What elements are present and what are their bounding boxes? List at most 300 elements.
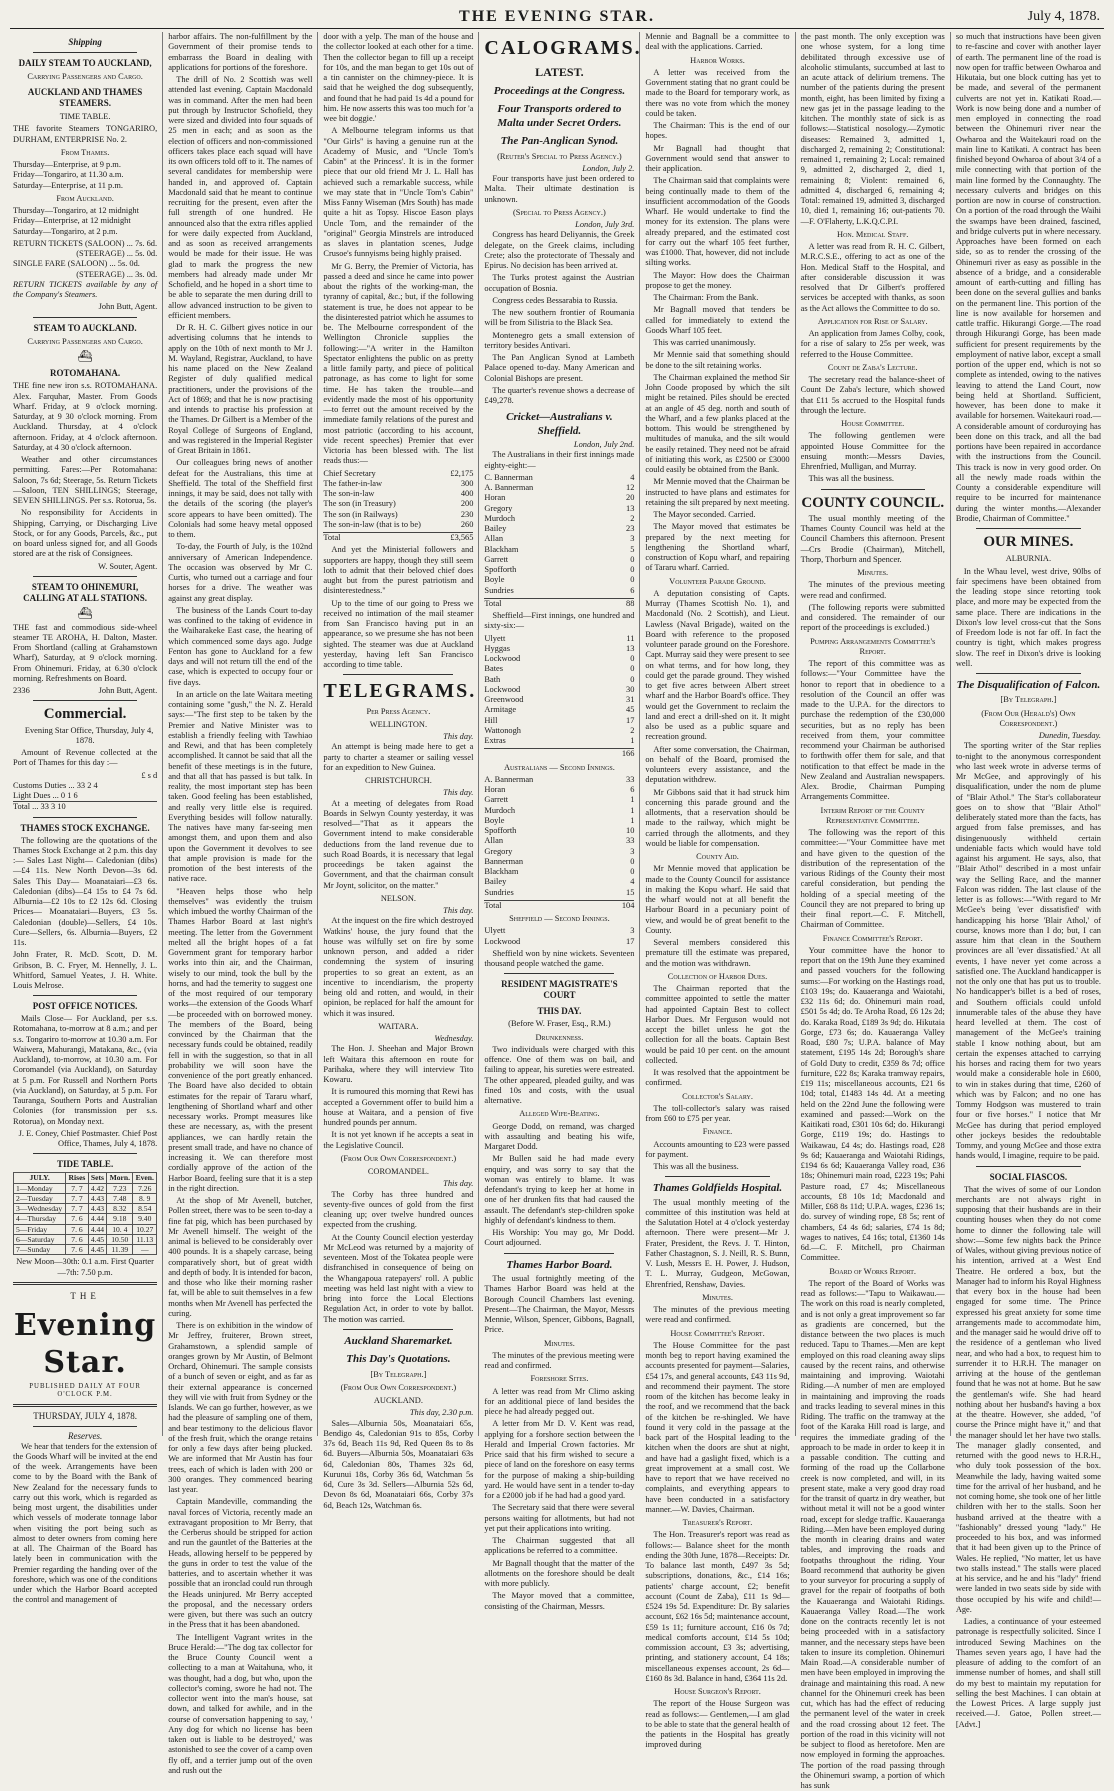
reuter-note: (Reuter's Special to Press Agency.) bbox=[497, 151, 622, 161]
wife-beating-heading: Alleged Wife-Beating. bbox=[519, 1109, 600, 1119]
list-row bbox=[484, 634, 634, 644]
tide-cell: 10.27 bbox=[133, 1224, 157, 1234]
hospital-text: The usual monthly meeting of the committee of this institution was held at the Salutation Hotel at 4 o'clock yesterday afternoon. There were present—Mr J. Frater, President, the Revs. J. T. Hinton, Father Chastagnon, S. J. Neill, R. S. Bunn, V. Lush, Messrs E. H. Power, J. Hudson, T. L. Murray, Gudgeon, McGowan, Ehrenfried, Renshaw, Davies. bbox=[645, 1197, 790, 1289]
cricket-heading: Cricket—Australians v. Sheffield. bbox=[506, 411, 613, 437]
fares-single-steerage: (STEERAGE) ... 3s. 0d. bbox=[76, 269, 158, 279]
column-6 bbox=[796, 32, 951, 1791]
list-row bbox=[323, 489, 473, 499]
post-office-signature: J. E. Coney, Chief Postmaster. Chief Post Office, Thames, July 4, 1878. bbox=[18, 1128, 158, 1149]
divider bbox=[33, 700, 137, 701]
hon-medical-heading: Hon. Medical Staff. bbox=[837, 229, 909, 239]
list-row bbox=[484, 795, 634, 805]
list-value: 11 bbox=[626, 633, 635, 643]
article-paragraph: A Melbourne telegram informs us that "Our Girls" is having a genuine run at the Academy of Music, and "Uncle Tom's Cabin" at the Princess'. It is in the former piece that our old friend Mr J. L. Hall has achieved such a remarkable success, while we may state that in "Uncle Tom's Cabin" Miss Fanny Wiseman (Mrs South) has made quite a hit as Topsy. Hiscoe Eason plays Uncle Tom, and the remainder of the "original" Georgia Minstrels are introduced as slaves in plantation scenes, Judge Crusoe's funnyisms being highly praised. bbox=[323, 126, 474, 259]
column-1 bbox=[8, 32, 163, 1605]
list-label: The son-in-law bbox=[323, 489, 375, 498]
list-value: 0 bbox=[630, 575, 635, 585]
falcon-text: The sporting writer of the Star replies to-night to the anonymous correspondent who last week wrote in adverse terms of Mr McGee, and approvingly of his disqualification, under the nom de plume of "Blair Athol." The Star's collaborateur goes on to show that "Blair Athol" deliberately stated more than the facts, has argued from false premisses, and has disingenuously withheld certain undeniable facts which would have told against his argument. He says, also, that "Blair Athol" described in a most unfair way the Selling Race, and the manner Falcon was ridden. The last clause of the letter is as follows:—"With regard to Mr McGee's being 'ever dissatisfied' with handicapping his horse 'Blair Athol,' of course, knows more than I do; but, I can assure him that clean in the Southern provinces are all 'ever dissatisfied.' At all events, I have never yet come across a satisfied one. The Auckland handicapper is not the only one that has put us to trouble. No handicapper's billet is a bed of roses, and Southern officials could unfold innumerable tales of the abuse they have heard levelled at them. The cost of management of the McGee's training stable I know nothing about, but am certain the expenses attached to carrying his horses and racing them for two years would make a considerable hole in £600, to win in stakes during that time, £260 of which was by Falcon; and no one has Tommy Hodgson was mustered to train four or five horses." I notice that Mr McGee has during that period employed other jockeys besides the redoubtable Tommy, and young McGee and those extra hands would, I imagine, require to be paid. bbox=[955, 741, 1101, 1161]
board-text: After some conversation, the Chairman, on behalf of the Board, promised the volunteers every assistance, and the deputation withdrew. bbox=[645, 744, 790, 785]
tide-cell: 4.43 bbox=[88, 1193, 107, 1203]
board-text: The Mayor moved that estimates be prepared by the next meeting for lengthening the Shortland wharf, construction of Kopu wharf, and repairing of Tararu wharf. Carried. bbox=[645, 522, 790, 573]
list-row bbox=[484, 483, 634, 493]
divider bbox=[343, 1329, 453, 1330]
tide-cell: 7.48 bbox=[107, 1193, 133, 1203]
list-row bbox=[484, 644, 634, 654]
telegram-text: The Hon. J. Sheehan and Major Brown left Waitara this afternoon en route for Parihaka, where they will interview Tito Kowaru. bbox=[323, 1044, 474, 1085]
timetable-ships: THE favorite Steamers TONGARIRO, DURHAM, ENTERPRISE No. 2. bbox=[13, 124, 158, 144]
list-row bbox=[484, 695, 634, 705]
dateline-time: This day. bbox=[443, 788, 474, 798]
list-row bbox=[484, 575, 634, 585]
council-text: so much that instructions have been given to re-fascine and cover with another layer of earth. The permanent line of the road is now open for traffic between Owharoa and Hikutaia, but one block cutting has yet to be made, and several of the permanent culverts are not yet in. Katikati Road.—Work is now being done and a number of men employed in connecting the road between the Ohinemuri river near the Owharoa and the Waitekauri road on the main line to Katikati. A contract has been finished beyond Owharoa of about 3/4 of a mile connecting with that portion of the main line formed by the Connaughty. The necessary culverts and bridges on this portion are now in course of construction. On a portion of the road through the Waihi the swamps have been drained, fascined, and bridge culverts put in where necessary. Approaches have been formed on each side, so as to render the crossing of the Ohinemuri river as easy as possible in the absence of a bridge, and a considerable amount of earth-cutting and filling has been done on the several gullies and banks on the permanent line. This portion of the line is now available for horsemen and cattle traffic. Hikurangi Gorge.—The road through Hikurangi Gorge, has been made sufficient for present requirements by the employment of native labor, except a small portion of the upper end, which is not so complete as intended, owing to the natives leaving to attend the Land Court, now being held at Shortland. Sufficient, however, has been done to make it available for horsemen. Waitekauri road.—A considerable amount of corduroying has been done on this track, and all the bad portions have been repaired in accordance with the instructions from the Council. This track is now in very good order. On all the newly made roads within the County a considerable expenditure will require to be incurred for maintenance during the winter months.—Alexander Brodie, Chairman of Committee." bbox=[955, 32, 1101, 523]
article-paragraph: In an article on the late Waitara meeting containing some "gush," the N. Z. Herald says:—"The first step to be taken by the Premier and Native Minister was to establish a friendly feeling with Tawhiao and Rewi, and that has been completely accomplished. It cannot be said that all the benefit of these meetings is in the future, and that all that has passed is but talk. In reality, the most important step has been taken. Good feeling has been established, and really very little else is required. Everything besides will follow naturally. The natives have many far-seeing men amongst them, and upon them and also upon the Government it devolves to see that ample provision is made for the promotion of the best interests of the native race. bbox=[168, 689, 313, 884]
divider bbox=[33, 1153, 137, 1154]
tide-row bbox=[14, 1224, 157, 1234]
tide-cell: 5—Friday bbox=[14, 1224, 66, 1234]
list-row bbox=[484, 504, 634, 514]
list-row bbox=[484, 867, 634, 877]
time-table-label: TIME TABLE. bbox=[59, 112, 111, 122]
hospital-text: The report of the House Surgeon was read as follows:— Gentlemen,—I am glad to be able to state that the general health of the patients in the Hospital has greatly improved during bbox=[645, 1699, 790, 1750]
rm-day: THIS DAY. bbox=[537, 1006, 582, 1017]
list-label: Blackham bbox=[484, 544, 519, 554]
tide-cell: 7. 7 bbox=[66, 1193, 88, 1203]
tide-cell: 7.23 bbox=[107, 1183, 133, 1193]
telegram-text: It is not yet known if he accepts a seat in the Legislative Council. bbox=[323, 1130, 474, 1150]
salary-application-heading: Application for Rise of Salary. bbox=[817, 316, 928, 326]
list-value: 0 bbox=[630, 867, 635, 877]
board-text: The Chairman explained the method Sir John Coode proposed by which the silt might be retained. Piles should be erected at an angle of 45 deg. north and south of the Wharf, and a few planks placed at the bottom. This would be strengthened by multitudes of manuka, and the silt would be easily retained. They need not be afraid of initiating this work, as £2500 or £3000 could easily be obtained from the Bank. bbox=[645, 372, 790, 474]
rotomahana-note: No responsibility for Accidents in Shipping, Carrying, or Discharging Live Stock, or for any Goods, Parcels, &c., put on board unless signed for, and all Goods stored are at the risk of Consignees. bbox=[13, 508, 158, 559]
list-row bbox=[484, 565, 634, 575]
list-label: Spofforth bbox=[484, 565, 517, 575]
divider bbox=[13, 1404, 157, 1407]
list-value: 0 bbox=[630, 674, 635, 684]
divider bbox=[13, 1282, 157, 1285]
tide-cell: 4.45 bbox=[88, 1234, 107, 1244]
list-value: 3 bbox=[630, 846, 635, 856]
list-row bbox=[484, 826, 634, 836]
salary-list bbox=[323, 469, 473, 531]
dateline-time: Wednesday. bbox=[434, 1034, 474, 1044]
dateline-nelson: NELSON. bbox=[380, 893, 416, 903]
list-row bbox=[484, 493, 634, 503]
foreshore-heading: Foreshore Sites. bbox=[530, 1374, 589, 1384]
hospital-text: A letter was read from R. H. C. Gilbert, M.R.C.S.E., offering to act as one of the Hon. Medical Staff to the Hospital, and after considerable discussion it was resolved that Dr Gilbert's proffered services be accepted with thanks, as soon as the Act allows the Committee to do so. bbox=[800, 242, 945, 313]
list-value: 1 bbox=[630, 805, 635, 815]
hospital-text: The secretary read the balance-sheet of Count De Zaba's lecture, which showed that £11 5s accrued to the Hospital funds through the lecture. bbox=[800, 375, 945, 415]
list-row bbox=[484, 654, 634, 664]
list-value: 260 bbox=[460, 519, 474, 529]
rm-court-heading: RESIDENT MAGISTRATE'S COURT bbox=[501, 979, 618, 1001]
divider bbox=[976, 673, 1081, 674]
tide-rows bbox=[14, 1183, 157, 1255]
salary-total-row bbox=[323, 533, 473, 543]
falcon-heading: The Disqualification of Falcon. bbox=[956, 679, 1101, 692]
score-label: Total bbox=[484, 900, 502, 910]
dateline-coromandel: COROMANDEL. bbox=[367, 1167, 429, 1177]
list-row bbox=[323, 510, 473, 520]
list-row bbox=[484, 675, 634, 685]
dateline-london: London, July 3rd. bbox=[575, 220, 635, 230]
article-paragraph: Dr R. H. C. Gilbert gives notice in our advertising columns that he intends to apply on the 10th of next month to Mr J. M. Wayland, Registrar, Auckland, to have his name placed on the New Zealand Register of duly qualified medical practitioners, under the provisions of the Act of 1869; and that he is now practising and intends to practise his profession at the Thames. Dr Gilbert is a Member of the Royal College of Surgeons of England, and was registered in the Imperial Register of Great Britain in 1861. bbox=[168, 323, 313, 455]
county-council-heading: COUNTY COUNCIL. bbox=[801, 494, 945, 511]
rm-before: (Before W. Fraser, Esq., R.M.) bbox=[508, 1019, 611, 1029]
parade-ground-heading: Volunteer Parade Ground. bbox=[669, 576, 766, 586]
council-text: The report of this committee was as follows:—"Your Committee have the honor to report that in obedience to a resolution of the Council an offer was made to the U.P.A. for the directors to purchase the redemption of the £30,000 securities, but as no reply has been received from them, your committee recommend your Chairman be authorised to forthwith offer them for sale, and that notification to that effect be made in the New Zealand and Australian newspapers. Alex. Brodie, Chairman Pumping Arrangements Committee. bbox=[800, 659, 945, 802]
column-7 bbox=[951, 32, 1106, 1729]
steam-to-auckland-sub: Carrying Passengers and Cargo. bbox=[27, 336, 143, 346]
list-value: 0 bbox=[630, 565, 635, 575]
list-row bbox=[484, 816, 634, 826]
list-value: 15 bbox=[626, 887, 635, 897]
tide-header-row bbox=[14, 1173, 157, 1183]
salary-total bbox=[323, 532, 473, 543]
board-text: Mr Mennie moved that the Chairman be instructed to have plans and estimates for retaining the silt prepared by next meeting. bbox=[645, 477, 790, 507]
alburnia-heading: ALBURNIA. bbox=[1005, 554, 1052, 564]
collector-salary-heading: Collector's Salary. bbox=[682, 1091, 753, 1101]
board-text: The Mayor seconded. Carried. bbox=[653, 510, 756, 519]
special-note: (Special to Press Agency.) bbox=[513, 207, 606, 217]
list-label: Wattonogh bbox=[484, 725, 521, 735]
list-label: Hyggas bbox=[484, 643, 510, 653]
list-label: Armitage bbox=[484, 705, 517, 715]
article-paragraph: door with a yelp. The man of the house and the collector looked at each other for a time. Then the collector began to fill up a receipt for 10s, and the man began to get 10s out of a tin cannister on the chimney-piece. It is said that he weighed the dog subsequently, and found that he had paid 1s 4d a pound for him. He now asserts this was too much for 'a wee bit doggie.' bbox=[323, 32, 474, 123]
list-label: Hill bbox=[484, 715, 498, 725]
hospital-text: The House Committee for the past month beg to report having examined the accounts presented for payment—Salaries, £54 17s, and general accounts, £43 11s 9d, and recommend their payment. The store room of the kitchen has become leaky in the roof, and we recommend that the back of the kitchen be re-shingled. We have found it very cold in the passage at the back part of the Hospital leading to the kitchen when the doors are shut at night, and have had a gaslight fixed, which is a great improvement at a small cost. We have to report that we have received no complaints, and everything appears to have been conducted in a satisfactory manner.—W. Davies, Chairman. bbox=[645, 1340, 790, 1514]
board-text: Mr Bagnall had thought that Government would send that answer to their application. bbox=[645, 143, 790, 173]
list-label: Bath bbox=[484, 674, 501, 684]
dateline-time: This day. bbox=[443, 732, 474, 742]
divider bbox=[33, 317, 137, 318]
divider bbox=[33, 817, 137, 818]
list-row bbox=[484, 726, 634, 736]
board-text: A letter was read from Mr Climo asking for an additional piece of land besides the piece he had already pegged out. bbox=[484, 1386, 635, 1417]
ohinemuri-title: STEAM TO OHINEMURI, CALLING AT ALL STATIONS. bbox=[23, 581, 148, 603]
list-value: 4 bbox=[630, 877, 635, 887]
telegram-text: At the inquest on the fire which destroyed Watkins' house, the jury found that the house was wilfully set on fire by some unknown person, and added a rider condemning the system of insuring properties to so great an extent, as an incentive to incendiarism, the property being old and rotten, and would, in their opinion, be replaced for half the amount for which it was insured. bbox=[323, 916, 474, 1018]
schedule-line: Saturday—Tongariro, at 2 p.m. bbox=[13, 226, 118, 236]
from-auckland-label: From Auckland. bbox=[56, 193, 114, 203]
tide-cell: 9.18 bbox=[107, 1214, 133, 1224]
list-value: 1 bbox=[630, 795, 635, 805]
surgeon-heading: House Surgeon's Report. bbox=[674, 1687, 761, 1697]
list-label: Spofforth bbox=[484, 826, 517, 836]
tide-cell: 7. 6 bbox=[66, 1214, 88, 1224]
list-value: 45 bbox=[626, 705, 635, 715]
divider bbox=[504, 1253, 614, 1254]
harbor-works-heading: Harbor Works. bbox=[690, 55, 745, 65]
rotomahana-agent: W. Souter, Agent. bbox=[98, 561, 158, 571]
innings-3-heading: Australians — Second Innings. bbox=[503, 762, 615, 772]
list-label: Horan bbox=[484, 493, 506, 503]
list-row bbox=[484, 586, 634, 596]
list-label: A. Bannerman bbox=[484, 483, 534, 493]
issue-date: July 4, 1878. bbox=[1027, 9, 1100, 24]
cable-text: Congress cedes Bessarabia to Russia. bbox=[492, 295, 618, 305]
tide-cell: 3—Wednesday bbox=[14, 1204, 66, 1214]
board-text: Several members considered this premature till the estimate was prepared, and the motion was withdrawn. bbox=[645, 938, 790, 968]
board-text: Mr Bagnall thought that the matter of the allotments on the foreshore should be dealt with more publicly. bbox=[484, 1558, 635, 1589]
calograms-heading: CALOGRAMS. bbox=[484, 37, 642, 59]
tide-cell: 2—Tuesday bbox=[14, 1193, 66, 1203]
list-row bbox=[484, 545, 634, 555]
stock-exchange-title: THAMES STOCK EXCHANGE. bbox=[20, 822, 150, 833]
list-label: Horan bbox=[484, 785, 506, 795]
cricket-text: Sheffield—First innings, one hundred and sixty-six:— bbox=[484, 611, 635, 631]
list-label: Lockwood bbox=[484, 936, 521, 946]
tide-table bbox=[13, 1172, 157, 1255]
list-label: Murdoch bbox=[484, 513, 516, 523]
board-text: This was carried unanimously. bbox=[653, 338, 756, 347]
house-committee-heading: House Committee's Report. bbox=[670, 1328, 765, 1338]
list-label: Bannerman bbox=[484, 856, 524, 866]
masthead bbox=[10, 6, 1104, 29]
board-text: It was resolved that the appointment be confirmed. bbox=[645, 1068, 790, 1088]
article-paragraph: "Heaven helps those who help themselves" was evidently the truism which imbued the worthy Chairman of the Thames Harbor Board at last night's meeting. The letter from the Government melted all the bright hopes of a fat Government grant for temporary harbor works into thin air, and the Chairman, wisely to our mind, took the bull by the horns, and had the temerity to suggest one of the most required of our temporary works—the extension of the Goods Wharf—be proceeded with on borrowed money. The members of the Board, being convinced by the Chairman that the necessary funds could be obtained, readily fell in with the suggestion, so that in all probability we will soon have the convenience of the port greatly enhanced. The Board have also decided to obtain estimates for the repair of Tararu wharf, lengthening of Shortland wharf and other necessary works. Prompt measures like these are necessary, as, with the present appliances, we can hardly retain the present small trade, and have no chance of increasing it. We can therefore most cordially approve of the action of the Harbor Board, feeling sure that it is a step in the right direction. bbox=[168, 886, 313, 1193]
drunkenness-heading: Drunkenness. bbox=[535, 1032, 584, 1042]
dateline-london: London, July 2. bbox=[582, 163, 635, 173]
list-label: Garrett bbox=[484, 554, 509, 564]
schedule-line: Thursday—Tongariro, at 12 midnight bbox=[13, 206, 139, 216]
published-line: PUBLISHED DAILY AT FOUR O'CLOCK P.M. bbox=[29, 1383, 141, 1399]
tide-header: Morn. bbox=[107, 1173, 133, 1183]
ship-icon: ⛴ bbox=[77, 348, 93, 363]
council-text: (The following reports were submitted and considered. The remainder of our report of the proceedings is excluded.) bbox=[800, 602, 945, 633]
tide-cell: 1—Monday bbox=[14, 1183, 66, 1193]
hospital-heading: Thames Goldfields Hospital. bbox=[652, 1182, 783, 1195]
office-line: Evening Star Office, Thursday, July 4, 1878. bbox=[24, 725, 154, 745]
tide-cell: 4.43 bbox=[88, 1204, 107, 1214]
schedule-line: Saturday—Enterprise, at 11 p.m. bbox=[13, 180, 123, 190]
council-text: Your committee have the honor to report that on the 19th June they examined and passed vouchers for the following sums:—For working on the Hastings road, £103 19s; do. Kauaeranga and Waiotahi, £32 11s 6d; do. Ohinemuri main road, £501 5s 4d; do. Te Aroha Road, £6 12s 2d; do. Karaka Road, £189 3s 9d; do. Hikutaia Gorge, £73 6s; do. Kauaeranga Valley Road, £80 7s; U.P.A. balance of May statement, £195 14s 2d; Borough's share of Gold Duty to credit, £359 8s 7d; office furniture, £22 8s; Karaka tramway repairs, £19 11s; miscellaneous accounts, £21 6s 10d; total, £1483 14s 4d. At a meeting held on the 22nd June the following were examined and passed:—Work on the Kaitikati road, £301 10s 6d; do. Hikurangi Gorge, £119 19s; do. Hastings to Waikawau, £4 4s; do. Hastings road, £28 9s 6d; Kauaeranga and Waiotahi Ridings, £194 6s 6d; Kauaeranga Valley road, £36 18s; Ohinemuri main road, £223 19s; Pahi Pasture road, £7 4s; Miscellaneous accounts, £8 10s 1d; Macdonald and Miller, £68 8s 11d; U.P.A. wages, £236 1s; do. survey of winding rope, £8 5s; rent of chambers, £4 4s 6d; salaries, £74 1s 8d; wages to natives, £4 16s; total, £1360 14s 6d.—C. F. Mitchell, pro Chairman Committee. bbox=[800, 945, 945, 1263]
ship-name: ROTOMAHANA. bbox=[50, 368, 121, 379]
tide-cell: 4.42 bbox=[88, 1183, 107, 1193]
tide-cell: 4.45 bbox=[88, 1245, 107, 1255]
court-text: George Dodd, on remand, was charged with assaulting and beating his wife, Margaret Dodd. bbox=[484, 1121, 635, 1152]
zaba-lecture-heading: Count de Zaba's Lecture. bbox=[827, 362, 918, 372]
reserves-heading: Reserves. bbox=[67, 1430, 103, 1441]
list-value: 31 bbox=[626, 695, 635, 705]
article-paragraph: And yet the Ministerial followers and supporters are happy, though they still seem loth to admit that their beloved chief does aught but from the purest patriotism and disinterestedness." bbox=[323, 545, 474, 596]
board-text: A letter from Mr D. V. Kent was read, applying for a forshore section between the Herald and Imperial Crown factories. Mr Price said that his firm wished to secure a piece of land on the foreshore on easy terms for the purpose of making a ship-building yard. He would have sent in a tender to-day for a £2000 job if he had had a good yard. bbox=[484, 1419, 635, 1501]
list-row bbox=[484, 716, 634, 726]
council-text: The following was the report of this committee:—"Your Committee have met and have given to the question of the distribution of the representation of the various Ridings of the County their most careful consideration, but pending the holding of a special meeting of the Council they are not prepared to bring up their final report.—C. F. Mitchell, Chairman of Committee. bbox=[800, 828, 945, 930]
dateline-christchurch: CHRISTCHURCH. bbox=[365, 776, 432, 786]
dateline-waitara: WAITARA. bbox=[378, 1021, 419, 1031]
tide-header: JULY. bbox=[14, 1173, 66, 1183]
list-label: Sundries bbox=[484, 887, 514, 897]
cable-text: Montenegro gets a small extension of territory besides Antivari. bbox=[484, 330, 635, 350]
steam-to-auckland-title: STEAM TO AUCKLAND. bbox=[33, 322, 137, 333]
article-paragraph: There is on exhibition in the window of Mr Jeffrey, fruiterer, Brown street, Grahamstown, a splendid sample of oranges grown by Mr Austin, of Belmont Orchard, Ohinemuri. The sample consists of a bunch of seven or eight, and as far as their external appearance is concerned they will vie with fruit from Sydney or the Islands. We can go further, however, as we had the pleasure of sampling one of them, and bear testimony to the delicious flavor of the fresh fruit, which the orange retains for only a few days after being plucked. We are informed that Mr Austin has four trees, each of which is laden with 200 or 300 oranges. They commenced bearing last year. bbox=[168, 1321, 313, 1494]
board-text: Mr Gibbons said that it had struck him concerning this parade ground and the allotments, that a reservation should be made to the railway, which might be carried through the allotments, and they would be liable for compensation. bbox=[645, 787, 790, 848]
hospital-text: the past month. The only exception was one whose system, for a long time debilitated through excessive use of alcoholic stimulants, succumbed at last to an acute attack of delirium tremens. The number of the patients during the present month, eight, has been limited by fixing a new gas jet in the passage leading to the kitchen. The monthly state of sick is as follows:—Statistical nosology.—Zymotic diseases: Remained 3, admitted 1, discharged 2, remaining 2; Constitutional: remained 1, remaining 2; Local: remained 9, admitted 2, discharged 2, died 1, remaining 8; Violent: remained 6, admitted 4, discharged 6, remaining 4; Total: remained 19, admitted 3, discharged 10, died 1, remaining 16; out-patients 70.—F. O'Flaherty, L.K.Q.C.P.I. bbox=[800, 32, 945, 226]
board-text: Mr Mennie said that something should be done to the silt retaining works. bbox=[645, 350, 790, 370]
list-value: 2 bbox=[630, 513, 635, 523]
revenue-text: Amount of Revenue collected at the Port of Thames for this day :— bbox=[13, 748, 158, 768]
divider bbox=[504, 973, 614, 974]
list-value: 0 bbox=[630, 856, 635, 866]
steam-auckland-sub: Carrying Passengers and Cargo. bbox=[27, 71, 143, 81]
list-value: 6 bbox=[630, 585, 635, 595]
tide-cell: 7.26 bbox=[133, 1183, 157, 1193]
divider bbox=[665, 1176, 769, 1177]
tide-row bbox=[14, 1193, 157, 1203]
tide-row bbox=[14, 1245, 157, 1255]
rotomahana-fares: Weather and other circumstances permitting. Fares:—Per Rotomahana: Saloon, 7s 6d; Steerage, 5s. Return Tickets—Saloon, TEN SHILLINGS; Steerage, SEVEN SHILLINGS. Per s.s. Rotorua, 5s. bbox=[13, 455, 158, 506]
divider bbox=[976, 528, 1081, 529]
list-row bbox=[484, 806, 634, 816]
list-value: 17 bbox=[626, 715, 635, 725]
telegram-text: It is rumoured this morning that Rewi has accepted a Government offer to build him a house at Waitara, and a pension of five hundred pounds per annum. bbox=[323, 1087, 474, 1128]
tide-cell: 8.32 bbox=[107, 1204, 133, 1214]
logo-the: THE bbox=[70, 1290, 100, 1301]
fares-note: RETURN TICKETS available by any of the Company's Steamers. bbox=[13, 279, 158, 300]
list-label: Allan bbox=[484, 534, 504, 544]
newspaper-title: THE EVENING STAR. bbox=[459, 8, 655, 25]
schedule-line: Friday—Enterprise, at 12 midnight bbox=[13, 216, 131, 226]
board-text: Mr Bagnall moved that tenders be called for immediately to extend the Goods Wharf 105 feet. bbox=[645, 305, 790, 335]
cable-text: The new southern frontier of Roumania will be from Silistria to the Black Sea. bbox=[484, 308, 635, 328]
article-paragraph: The Intelligent Vagrant writes in the Bruce Herald:—"The dog tax collector for the Bruce County Council went a collecting to a man at Waitahuna, who, it was thought, had a dog, but who, upon the collector's coming, swore he had not. The collector went into the man's house, sat down, and talked for awhile, and in the course of conversation happening to say, ' Any dog for which no license has been taken out is liable to be destroyed,' was astonished to see the cover of a camp oven fly off, and a terrier jump out of the oven and rush out the bbox=[168, 1632, 313, 1775]
schedule-line: Thursday—Enterprise, at 9 p.m. bbox=[13, 160, 121, 170]
article-paragraph: Our colleagues bring news of another defeat for the Australians, this time at Sheffield. The total of the Sheffield first innings, it may be said, does not tally with the details of the scoring (the player's score appears to have been omitted). The Colonials had some heavy metal opposed to them. bbox=[168, 458, 313, 539]
schedule-line: Friday—Tongariro, at 11.30 a.m. bbox=[13, 170, 124, 180]
list-row bbox=[484, 877, 634, 887]
innings-4-heading: Sheffield — Second Innings. bbox=[509, 914, 610, 924]
score-value: 166 bbox=[621, 749, 635, 759]
tide-cell: 11.13 bbox=[133, 1234, 157, 1244]
ohinemuri-text: THE fast and commodious side-wheel steamer TE AROHA, H. Dalton, Master. From Shortland (calling at Grahamstown Wharf), Saturday, at 9 o'clock morning. From Ohinemuri. Friday, at 6.30 o'clock morning. Refreshments on Board. bbox=[13, 622, 158, 683]
dateline-wellington: WELLINGTON. bbox=[369, 719, 428, 729]
press-agency: Per Press Agency. bbox=[366, 706, 431, 716]
own-correspondent: (From Our Own Correspondent.) bbox=[340, 1382, 457, 1392]
list-value: 400 bbox=[460, 489, 474, 498]
list-value: 6 bbox=[630, 785, 635, 795]
ad-number: 2336 bbox=[13, 686, 30, 695]
tide-cell: 11.39 bbox=[107, 1245, 133, 1255]
mines-text: In the Whau level, west drive, 90lbs of fair specimens have been obtained from the leading stope since retorting took place, and more may be expected from the same place. There are indications in the Dixon's low level cross-cut that the Sons of Freedom lode is not far off. In fact the country is tight, which makes progress slow. The reef in Dixon's drive is looking well. bbox=[955, 566, 1101, 668]
list-value: 3 bbox=[630, 534, 635, 544]
tide-cell: 7. 6 bbox=[66, 1234, 88, 1244]
innings-4 bbox=[484, 926, 634, 947]
list-label: The father-in-law bbox=[323, 478, 383, 488]
list-value: 33 bbox=[626, 774, 635, 784]
sharemarket-heading: Auckland Sharemarket. bbox=[344, 1334, 453, 1347]
tide-row bbox=[14, 1183, 157, 1193]
post-office-text: Mails Close— For Auckland, per s.s. Rotomahana, to-morrow at 8 a.m.; and per s.s. Tongariro to-morrow at 10.30 a.m. For Waiwera, Mahurangi, Matakana, &c., (via Auckland), to-morrow, at 10.30 a.m. For Coromandel (via Auckland), on Saturday at 5 p.m. For Russell and Northern Ports (via Auckland), on Saturday, at 5 p.m. For Tauranga, Southern Ports and Australian Colonies (for transmission per s.s. Rotorua), on Monday next. bbox=[13, 1014, 158, 1126]
works-report-heading: Board of Works Report. bbox=[829, 1266, 917, 1276]
newspaper-logo: Evening Star. bbox=[13, 1307, 157, 1380]
latest-heading: LATEST. bbox=[535, 65, 584, 80]
telegram-text: At the County Council election yesterday Mr McLeod was returned by a majority of seventeen. Most of the Tokatea people were disfranchised in consequence of being on the Whangapoua ratepayers' roll. A public meeting was held last night with a view to bring into force the Local Elections Regulation Act, in order to vote by ballot. The motion was carried. bbox=[323, 1232, 474, 1324]
innings-2-total bbox=[484, 748, 634, 759]
list-row bbox=[484, 514, 634, 524]
list-value: 200 bbox=[460, 499, 474, 509]
board-text: The toll-collector's salary was raised from £60 to £75 per year. bbox=[645, 1103, 790, 1123]
court-text: Two individuals were charged with this offence. One of them was on bail, and failing to appear, his sureties were estreated. The other appeared, pleaded guilty, and was fined 10s and costs, with the usual alternative. bbox=[484, 1044, 635, 1106]
social-fiascos-heading: SOCIAL FIASCOS. bbox=[989, 1171, 1068, 1182]
divider bbox=[33, 995, 137, 996]
board-text: A deputation consisting of Capts. Murray (Thames Scottish No. 1), and Macdonald (No. 2 Scottish), and Lieut. Lawless (Naval Brigade), waited on the Board with reference to the proposed volunteer parade ground on the Foreshore. Capt. Murray said they were present to see on what terms, and for how long, they could get the parade ground. They wished to get five acres between Albert street wharf and the Harbor Board's office. They would get the Government to reclaim the land and erect a drill-shed on it. It might also be used as a public square and recreation ground. bbox=[645, 588, 790, 742]
list-value: 12 bbox=[626, 483, 635, 493]
innings-3-total bbox=[484, 900, 634, 911]
board-text: Mennie and Bagnall be a committee to deal with the applications. Carried. bbox=[645, 32, 790, 52]
steam-auckland-title: DAILY STEAM TO AUCKLAND, bbox=[18, 57, 152, 68]
tide-cell: 4.44 bbox=[88, 1214, 107, 1224]
column-4 bbox=[479, 32, 642, 1611]
list-label: Ulyett bbox=[484, 633, 506, 643]
list-value: 30 bbox=[626, 684, 635, 694]
divider bbox=[343, 674, 453, 675]
article-paragraph: Up to the time of our going to Press we received no intimation of the mail steamer from San Francisco having put in an appearance, so we presume she has not been sighted. The steamer was due at Auckland yesterday, having left San Francisco according to time table. bbox=[323, 598, 474, 669]
innings-3 bbox=[484, 775, 634, 898]
list-label: Boyle bbox=[484, 815, 505, 825]
list-value: 20 bbox=[626, 493, 635, 503]
list-value: 0 bbox=[630, 654, 635, 664]
article-paragraph: Mr G. Berry, the Premier of Victoria, has passed a deed and since he came into power about the rights of the working-man, the tyranny of capital, &c.; but, if the following statement is true, he does not appear to be the disinterested patriot which he assumes to be. The Melbourne correspondent of the Wellington Chronicle supplies the following:—"A writer in the Hamilton Spectator enlightens the public on as pretty a little family party, and piece of political patronage, as has come to light for some time. He has taken the trouble—and evidently made the most of his opportunity—to ferret out the amount received by the immediate family relations of the purest and most patriotic (according to his account, vide recent speeches) Premier that ever Victoria has been blessed with. The list reads thus:— bbox=[323, 261, 474, 466]
hospital-text: The Hon. Treasurer's report was read as follows:— Balance sheet for the month ending the 30th June, 1878—Receipts: Dr. To balance last month, £497 3s 5d; subscriptions, donations, &c., £14 16s; patients' charge account, £2; benefit account (Count de Zaba), £11 1s 9d—£524 19s 5d. Expenditure: Dr. By salaries account, £62 16s 5d; maintenance account, £59 1s 11; furniture account, £16 0s 7d; medical comforts account, £14 5s 10d; commission account, £3 3s; advertising, printing, and stationery account, £4 18s; miscellaneous expenses account, 2s 6d—£160 8s 3d. Balance in hand, £364 11s 2d. bbox=[645, 1530, 790, 1683]
article-paragraph: harbor affairs. The non-fulfillment by the Government of their promise tends to embarrass the Board in dealing with applications for portions of the foreshore. bbox=[168, 32, 313, 72]
list-label: Lockwood bbox=[484, 654, 521, 664]
tide-row bbox=[14, 1204, 157, 1214]
board-text: A letter was received from the Government stating that no grant could be made to the Board for temporary work, as there was no vote from which the money could be taken. bbox=[645, 67, 790, 118]
editorial-text: We hear that tenders for the extension of the Goods Wharf will be invited at the end of the week. Arrangements have been come to by the Board with the Bank of New Zealand for the necessary funds to carry out this work, which is regarded as being most urgent, the disabilities under which vessels of moderate tonnage labor when visiting the port being such as almost to deter owners from coming here at all. The Chairman of the Board has lately been in communication with the Premier regarding the handing over of the foreshore, which was one of the conditions under which the Harbor Board accepted the control and management of bbox=[13, 1441, 158, 1605]
thames-steamers-title: AUCKLAND AND THAMES STEAMERS. bbox=[27, 87, 143, 109]
article-paragraph: The drill of No. 2 Scottish was well attended last evening. Captain Macdonald was in command. After the men had been put through by Instructor Schofield, they were sized and divided into four squads of 25 men in each; and as soon as the election of officers and non-commissioned officers takes place each squad will have its own officers told off to it. The names of several candidates for membership were handed in, and approved of. Captain Macdonald said that he meant to continue recruiting for the present, even after the full strength of one hundred. He announced also that the extra rifles applied for were daily expected from Auckland, and as soon as received arrangements would be made for their issue. He was glad to mark the progress the new members had already made under Mr Schofield, and he hoped in a short time to be able to separate the men during drill to allow advanced instruction to be given to efficient members. bbox=[168, 75, 313, 320]
shipping-heading: Shipping bbox=[68, 37, 102, 47]
list-label: Boyle bbox=[484, 575, 505, 585]
tide-cell: 10.50 bbox=[107, 1234, 133, 1244]
list-label: Ulyett bbox=[484, 926, 506, 936]
finance-heading: Finance. bbox=[702, 1127, 733, 1137]
list-label: The son-in-law (that is to be) bbox=[323, 519, 421, 529]
ohinemuri-footer bbox=[13, 686, 157, 696]
telegrams-heading: TELEGRAMS. bbox=[323, 680, 477, 703]
telegram-text: An attempt is being made here to get a party to charter a steamer or sailing vessel for an expedition to New Guinea. bbox=[323, 742, 474, 772]
score-row bbox=[484, 599, 634, 609]
divider bbox=[976, 1166, 1081, 1167]
list-value: 0 bbox=[630, 664, 635, 674]
council-text: The usual monthly meeting of the Thames County Council was held at the Council Chambers this afternoon. Present—Crs Brodie (Chairman), Mitchell, Thorp, Thorburn and Spencer. bbox=[800, 513, 945, 564]
article-paragraph: At the shop of Mr Avenell, butcher, Pollen street, there was to be seen to-day a fine fat pig, which has been purchased by Mr Avenell himself. The weight of the animal is believed to be considerably over 400 pounds. It is a shapely carcase, being comparatively short, but of great width and depth of body. It is intended for bacon, and those who like their morning rasher fat, will be able to suit themselves in a few months when Mr Avenell has perfected the curing. bbox=[168, 1196, 313, 1318]
list-row bbox=[323, 520, 473, 530]
list-value: 4 bbox=[630, 472, 635, 482]
hospital-text: The minutes of the previous meeting were read and confirmed. bbox=[645, 1305, 790, 1325]
divider bbox=[821, 489, 925, 490]
list-row bbox=[484, 473, 634, 483]
article-paragraph: To-day, the Fourth of July, is the 102nd anniversary of American Independence. The occasion was observed by Mr C. Curtis, who turned out a carriage and four horses for a drive. The weather was against any great display. bbox=[168, 542, 313, 603]
dateline-time: This day. bbox=[443, 906, 474, 916]
dateline-london: London, July 2nd. bbox=[573, 440, 635, 450]
board-text: The usual fortnightly meeting of the Thames Harbor Board was held at the Borough Council Chambers last evening. Present—The Chairman, the Mayor, Messrs Mennie, Wilson, Spencer, Gibbons, Bagnall, Price. bbox=[484, 1274, 635, 1335]
hospital-text: The following gentlemen were appointed House Committee for the ensuing month:—Messrs Davies, Ehrenfried, Mulligan, and Murray. bbox=[800, 431, 945, 471]
agent-signature: John Butt, Agent. bbox=[98, 302, 158, 312]
from-thames-label: From Thames. bbox=[60, 147, 110, 157]
tide-row bbox=[14, 1234, 157, 1244]
score-label: Total bbox=[484, 598, 502, 608]
own-correspondent: (From Our Own Correspondent.) bbox=[340, 1153, 457, 1163]
tide-cell: — bbox=[133, 1245, 157, 1255]
sharemarket-text: Sales—Alburnia 50s, Moanataiari 65s, Bendigo 4s, Caledonian 91s to 85s, Corby 37s 6d, Beach 11s 9d, Red Queen 8s to 8s 6d. Buyers—Alburnia 50s, Moanataiari 63s 6d, Caledonian 80s, Thames 32s 6d, Kurunui 18s, Corby 36s 6d, Watchman 5s 6d, Cure 3s 3d. Sellers—Alburnia 52s 6d, Devon 8s 6d, Moanataiari 66s, Corby 37s 6d, Beach 12s, Watchman 6s. bbox=[323, 1418, 474, 1510]
board-text: The Chairman: From the Bank. bbox=[653, 293, 759, 302]
customs-duties: Customs Duties ... 33 2 4 bbox=[13, 780, 98, 790]
tide-cell: 8. 9 bbox=[133, 1193, 157, 1203]
cricket-text: The Australians in their first innings made eighty-eight:— bbox=[484, 450, 635, 470]
county-aid-heading: County Aid. bbox=[696, 852, 739, 861]
schedule-from-auckland bbox=[13, 206, 157, 237]
